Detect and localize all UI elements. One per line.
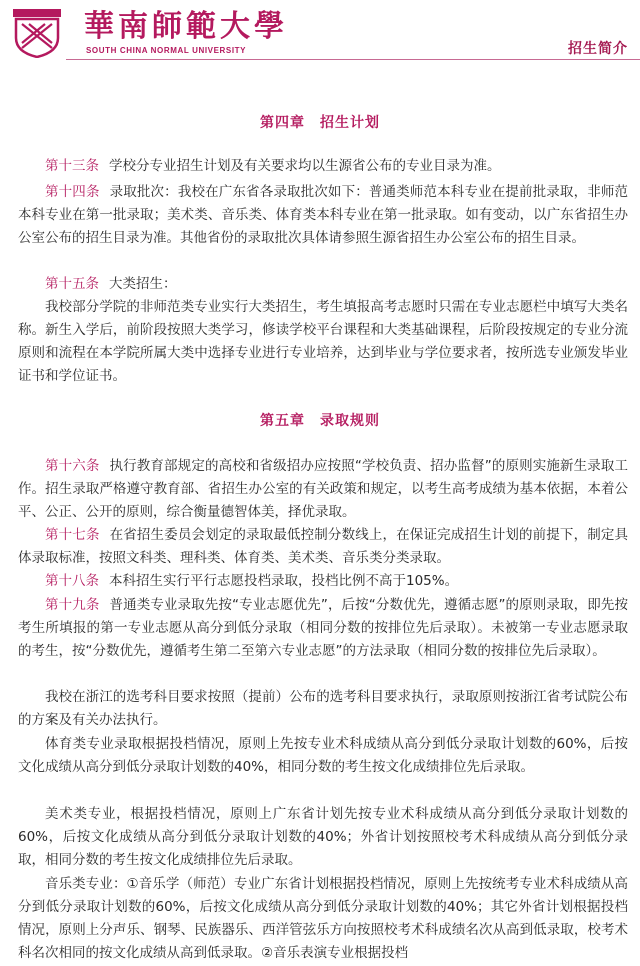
university-emblem-icon (12, 8, 62, 58)
article-15 (18, 273, 628, 296)
article-text: 大类招生： (109, 276, 177, 292)
article-number: 第十六条 (45, 458, 100, 474)
page-header (0, 0, 640, 70)
article-18 (18, 570, 628, 593)
university-name: 華南師範大學 (84, 9, 288, 44)
chapter-4-title: 第四章 招生计划 (260, 115, 380, 131)
sports-rule: 体育类专业录取根据投档情况，原则上先按专业术科成绩从高分到低分录取计划数的60%，后按文化成绩从高分到低分录取计划数的40%，相同分数的考生按文化成绩排位先后录取。 (18, 736, 628, 775)
article-16 (18, 455, 628, 524)
article-19 (18, 594, 628, 663)
chapter-5-title: 第五章 录取规则 (260, 413, 380, 429)
article-text: 在省招生委员会划定的录取最低控制分数线上，在保证完成招生计划的前提下，制定具体录取标准，按照文科类、理科类、体育类、美术类、音乐类分类录取。 (18, 527, 629, 566)
article-number: 第十五条 (45, 276, 99, 292)
article-14 (18, 181, 628, 250)
music-rule: 音乐类专业：①音乐学（师范）专业广东省计划根据投档情况，原则上先按统考专业术科成绩从高分到低分录取计划数的60%，后按文化成绩从高分到低分录取计划数的40%；其它外省计划根据投档情况，原则上分声乐、钢琴、民族器乐、西洋管弦乐方向按照校考术科成绩名次从高到低录取，校考术科名次相同的按文化成绩从高到低录取。②音乐表演专业根据投档 (18, 876, 628, 961)
article-number: 第十七条 (45, 527, 100, 543)
article-text: 录取批次：我校在广东省各录取批次如下：普通类师范本科专业在提前批录取，非师范本科专业在第一批录取；美术类、音乐类、体育类本科专业在第一批录取。如有变动，以广东省招生办公室公布的招生目录为准。其他省份的录取批次具体请参照生源省招生办公室公布的招生目录。 (18, 184, 629, 246)
article-text: 本科招生实行平行志愿投档录取，投档比例不高于105%。 (109, 573, 459, 589)
section-tab: 招生简介 (568, 41, 628, 57)
art-rule: 美术类专业，根据投档情况，原则上广东省计划先按专业术科成绩从高分到低分录取计划数的60%，后按文化成绩从高分到低分录取计划数的40%；外省计划按照校考术科成绩从高分到低分录取，相同分数的考生按文化成绩排位先后录取。 (18, 806, 628, 868)
article-text: 执行教育部规定的高校和省级招办应按照“学校负责、招办监督”的原则实施新生录取工作。招生录取严格遵守教育部、省招生办公室的有关政策和规定，以考生高考成绩为基本依据，本着公平、公正、公开的原则，综合衡量德智体美，择优录取。 (18, 458, 628, 520)
header-divider (66, 59, 640, 60)
article-number: 第十四条 (45, 184, 100, 200)
article-13 (18, 155, 628, 178)
university-name-en: SOUTH CHINA NORMAL UNIVERSITY (86, 46, 247, 55)
article-17 (18, 524, 628, 570)
article-15-body: 我校部分学院的非师范类专业实行大类招生，考生填报高考志愿时只需在专业志愿栏中填写大类名称。新生入学后，前阶段按照大类学习，修读学校平台课程和大类基础课程，后阶段按规定的专业分流原则和流程在本学院所属大类中选择专业进行专业培养，达到毕业与学位要求者，按所选专业颁发毕业证书和学位证书。 (18, 299, 628, 384)
zhejiang-rule: 我校在浙江的选考科目要求按照（提前）公布的选考科目要求执行，录取原则按浙江省考试院公布的方案及有关办法执行。 (18, 689, 628, 728)
article-text: 学校分专业招生计划及有关要求均以生源省公布的专业目录为准。 (109, 158, 501, 174)
article-number: 第十八条 (45, 573, 99, 589)
article-number: 第十九条 (45, 597, 100, 613)
article-number: 第十三条 (45, 158, 99, 174)
article-text: 普通类专业录取先按“专业志愿优先”，后按“分数优先，遵循志愿”的原则录取，即先按考生所填报的第一专业志愿从高分到低分录取（相同分数的按排位先后录取）。未被第一专业志愿录取的考生，按“分数优先，遵循考生第二至第六专业志愿”的方法录取（相同分数的按排位先后录取）。 (18, 597, 628, 659)
